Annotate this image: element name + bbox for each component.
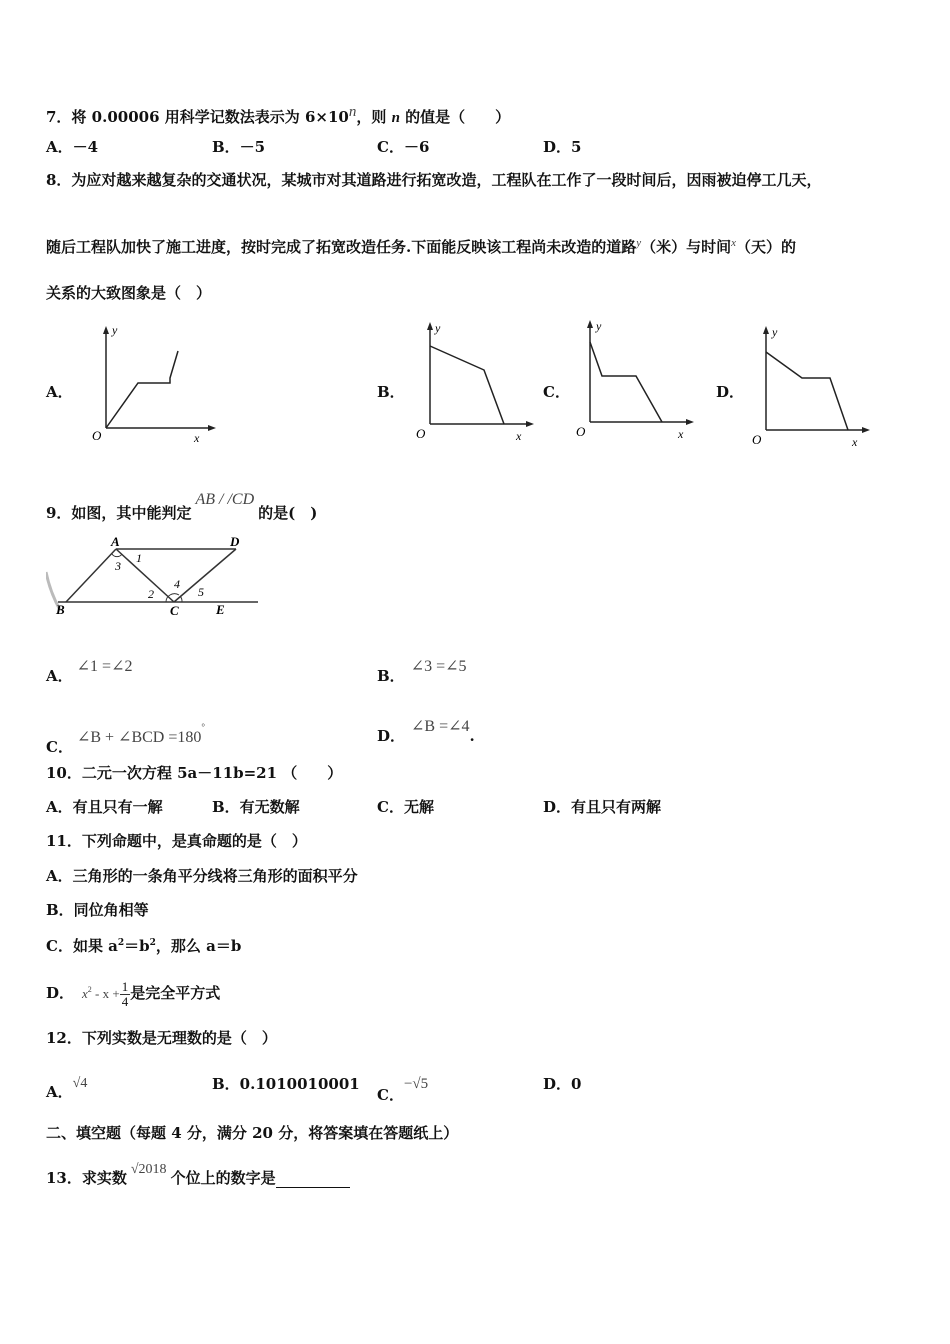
angle-1-label: 1 [136, 551, 142, 565]
q8-stem-line1: 8．为应对越来越复杂的交通状况，某城市对其道路进行拓宽改造，工程队在工作了一段时间后，因雨被迫停工几天， [46, 171, 822, 189]
q10-option-b: B．有无数解 [212, 798, 300, 816]
q8-graph-b [410, 318, 540, 448]
q13-stem: 13．求实数 √2018 个位上的数字是 [46, 1160, 350, 1188]
q9-option-a: A．∠1 =∠2 [46, 658, 133, 685]
q8-graph-a [72, 318, 222, 448]
q10-option-d: D．有且只有两解 [543, 798, 662, 816]
q8-graph-a-label: A． [46, 383, 73, 401]
q11-option-b: B．同位角相等 [46, 901, 149, 919]
q9-option-d: D．∠B =∠4. [377, 718, 475, 745]
point-b-label: B [56, 602, 65, 617]
q7-stem: 7．将 0.00006 用科学记数法表示为 $6\times 10^n$，则 n 的值是（ ） [46, 104, 511, 126]
q9-option-b: B．∠3 =∠5 [377, 658, 467, 685]
axis-x-label: x [852, 435, 858, 449]
q10-option-a: A．有且只有一解 [46, 798, 163, 816]
axis-x-label: x [678, 427, 684, 441]
axis-origin-label: O [752, 432, 762, 447]
point-c-label: C [170, 603, 179, 618]
q9-option-c: C．∠B + ∠BCD =180° [46, 722, 205, 756]
q11-option-c: C．如果 $a^2=b^2$，那么 a＝b [46, 937, 242, 955]
q8-graph-c [572, 316, 702, 446]
q7-option-a: A．－4 [46, 138, 99, 156]
axis-y-label: y [112, 323, 118, 337]
angle-2-label: 2 [148, 587, 154, 601]
answer-blank[interactable] [276, 1171, 350, 1188]
point-d-label: D [230, 534, 240, 549]
axis-x-label: x [516, 429, 522, 443]
q11-option-a: A．三角形的一条角平分线将三角形的面积平分 [46, 867, 358, 885]
q8-graph-d-label: D． [716, 383, 745, 401]
q10-option-c: C．无解 [377, 798, 434, 816]
q7-option-b: B．－5 [212, 138, 266, 156]
axis-y-label: y [772, 325, 778, 339]
axis-origin-label: O [416, 426, 426, 441]
q11-option-d: D． $x^2$ - x + $\frac{1}{4}$ 是完全平方式 [46, 978, 221, 1009]
angle-3-label: 3 [115, 559, 121, 573]
angle-4-label: 4 [174, 577, 180, 591]
q8-graph-b-label: B． [377, 383, 405, 401]
angle-5-label: 5 [198, 585, 204, 599]
q8-stem-line2: 随后工程队加快了施工进度，按时完成了拓宽改造任务.下面能反映该工程尚未改造的道路$^y$（米）与时间$^x$（天）的 [46, 237, 797, 256]
q12-option-c: C．−√5 [377, 1076, 429, 1104]
q10-stem: 10．二元一次方程 5a－11b=21 （ ） [46, 764, 343, 782]
q12-option-a: A．√4 [46, 1076, 88, 1101]
fraction-one-quarter: $\frac{1}{4}$ [121, 978, 129, 1009]
q7-option-d: D．5 [543, 138, 582, 156]
q8-graph-c-label: C． [543, 383, 570, 401]
q9-stem: 9．如图，其中能判定AB / /CD的是( ) [46, 491, 318, 522]
point-a-label: A [111, 534, 120, 549]
q11-stem: 11．下列命题中，是真命题的是（ ） [46, 832, 307, 850]
q12-stem: 12．下列实数是无理数的是（ ） [46, 1029, 277, 1047]
axis-origin-label: O [92, 428, 102, 443]
axis-x-label: x [194, 431, 200, 445]
q12-option-d: D．0 [543, 1075, 582, 1093]
q8-stem-line3: 关系的大致图象是（ ） [46, 284, 212, 302]
axis-origin-label: O [576, 424, 586, 439]
point-e-label: E [216, 602, 225, 617]
q8-graph-d [748, 320, 878, 450]
q7-option-c: C．－6 [377, 138, 430, 156]
section-2-title: 二、填空题（每题 4 分，满分 20 分，将答案填在答题纸上） [46, 1124, 459, 1142]
axis-y-label: y [435, 321, 441, 335]
q12-option-b: B．0.1010010001 [212, 1075, 360, 1093]
axis-y-label: y [596, 319, 602, 333]
q9-figure [46, 532, 266, 627]
